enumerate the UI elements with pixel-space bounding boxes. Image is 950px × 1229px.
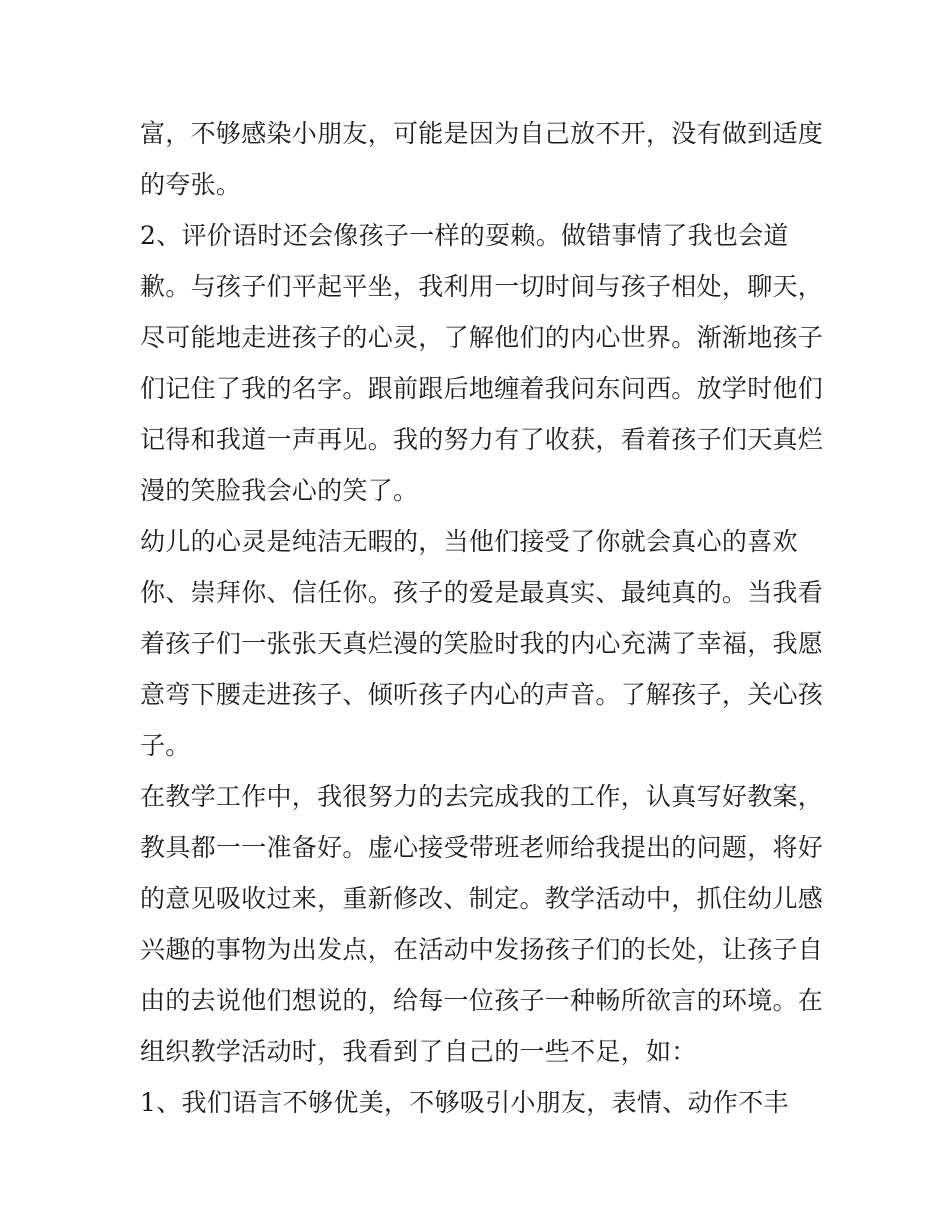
body-text [140,108,824,1128]
text-line: 记得和我道一声再见。我的努力有了收获，看着孩子们天真烂 [140,425,824,454]
text-line: 你、崇拜你、信任你。孩子的爱是最真实、最纯真的。当我看 [140,578,824,607]
text-line: 教具都一一准备好。虚心接受带班老师给我提出的问题，将好 [140,833,824,862]
text-line: 歉。与孩子们平起平坐，我利用一切时间与孩子相处，聊天， [140,272,824,301]
text-line: 组织教学活动时，我看到了自己的一些不足，如： [140,1037,697,1066]
text-line: 的意见吸收过来，重新修改、制定。教学活动中，抓住幼儿感 [140,884,824,913]
text-line: 子。 [140,731,191,760]
text-line: 富，不够感染小朋友，可能是因为自己放不开，没有做到适度 [140,119,824,148]
text-line: 们记住了我的名字。跟前跟后地缠着我问东问西。放学时他们 [140,374,824,403]
text-line: 2、评价语时还会像孩子一样的耍赖。做错事情了我也会道 [140,221,789,250]
text-line: 漫的笑脸我会心的笑了。 [140,476,419,505]
text-line: 兴趣的事物为出发点，在活动中发扬孩子们的长处，让孩子自 [140,935,824,964]
text-line: 在教学工作中，我很努力的去完成我的工作，认真写好教案， [140,782,824,811]
text-line: 意弯下腰走进孩子、倾听孩子内心的声音。了解孩子，关心孩 [140,680,824,709]
text-line: 由的去说他们想说的，给每一位孩子一种畅所欲言的环境。在 [140,986,824,1015]
text-line: 的夸张。 [140,170,242,199]
text-line: 1、我们语言不够优美，不够吸引小朋友，表情、动作不丰 [140,1088,789,1117]
text-line: 幼儿的心灵是纯洁无暇的，当他们接受了你就会真心的喜欢 [140,527,798,556]
text-line: 着孩子们一张张天真烂漫的笑脸时我的内心充满了幸福，我愿 [140,629,824,658]
text-line: 尽可能地走进孩子的心灵，了解他们的内心世界。渐渐地孩子 [140,323,824,352]
